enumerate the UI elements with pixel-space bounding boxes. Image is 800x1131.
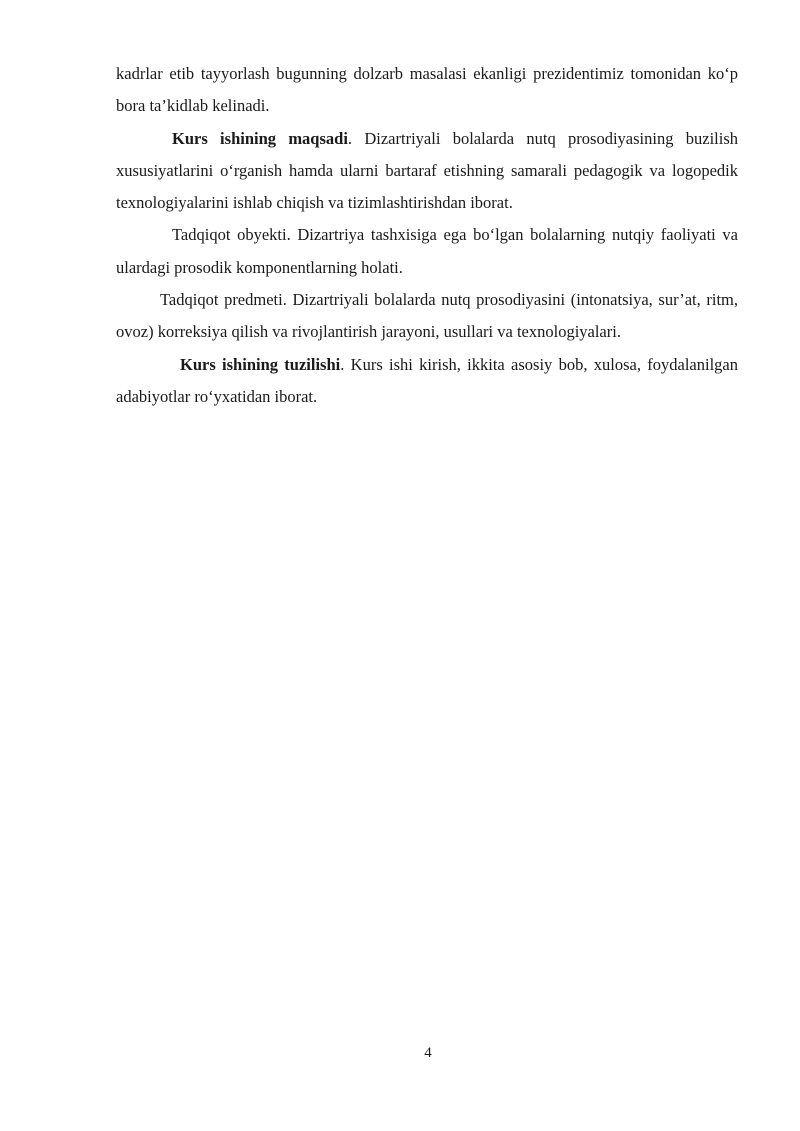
paragraph-research-subject <box>116 284 738 349</box>
paragraph-research-object <box>116 219 738 284</box>
page-number: 4 <box>424 1045 432 1061</box>
document-page <box>116 58 738 413</box>
paragraph-heading-goal: Kurs ishining maqsadi <box>172 128 348 148</box>
paragraph-text: . Dizartriyali bolalarda nutq prosodiyasining buzilish xususiyatlarini o‘rganish hamda ularni bartaraf etishning samarali pedagogik va logopedik texnologiyalarini ishlab chiqish va tizimlashtirishdan iborat. <box>116 128 738 213</box>
paragraph-text: Tadqiqot obyekti. Dizartriya tashxisiga ega bo‘lgan bolalarning nutqiy faoliyati va ulardagi prosodik komponentlarning holati. <box>116 225 738 277</box>
paragraph-heading-structure: Kurs ishining tuzilishi <box>180 354 341 374</box>
paragraph-text: . Kurs ishi kirish, ikkita asosiy bob, xulosa, foydalanilgan adabiyotlar ro‘yxatidan iborat. <box>116 354 738 406</box>
paragraph-course-goal <box>116 123 738 220</box>
paragraph-course-structure <box>116 349 738 414</box>
paragraph-text: Tadqiqot predmeti. Dizartriyali bolalarda nutq prosodiyasini (intonatsiya, sur’at, ritm, ovoz) korreksiya qilish va rivojlantirish jarayoni, usullari va texnologiyalari. <box>116 290 738 342</box>
paragraph-intro-continuation <box>116 58 738 123</box>
paragraph-text: kadrlar etib tayyorlash bugunning dolzarb masalasi ekanligi prezidentimiz tomonidan ko‘p bora ta’kidlab kelinadi. <box>116 64 738 116</box>
